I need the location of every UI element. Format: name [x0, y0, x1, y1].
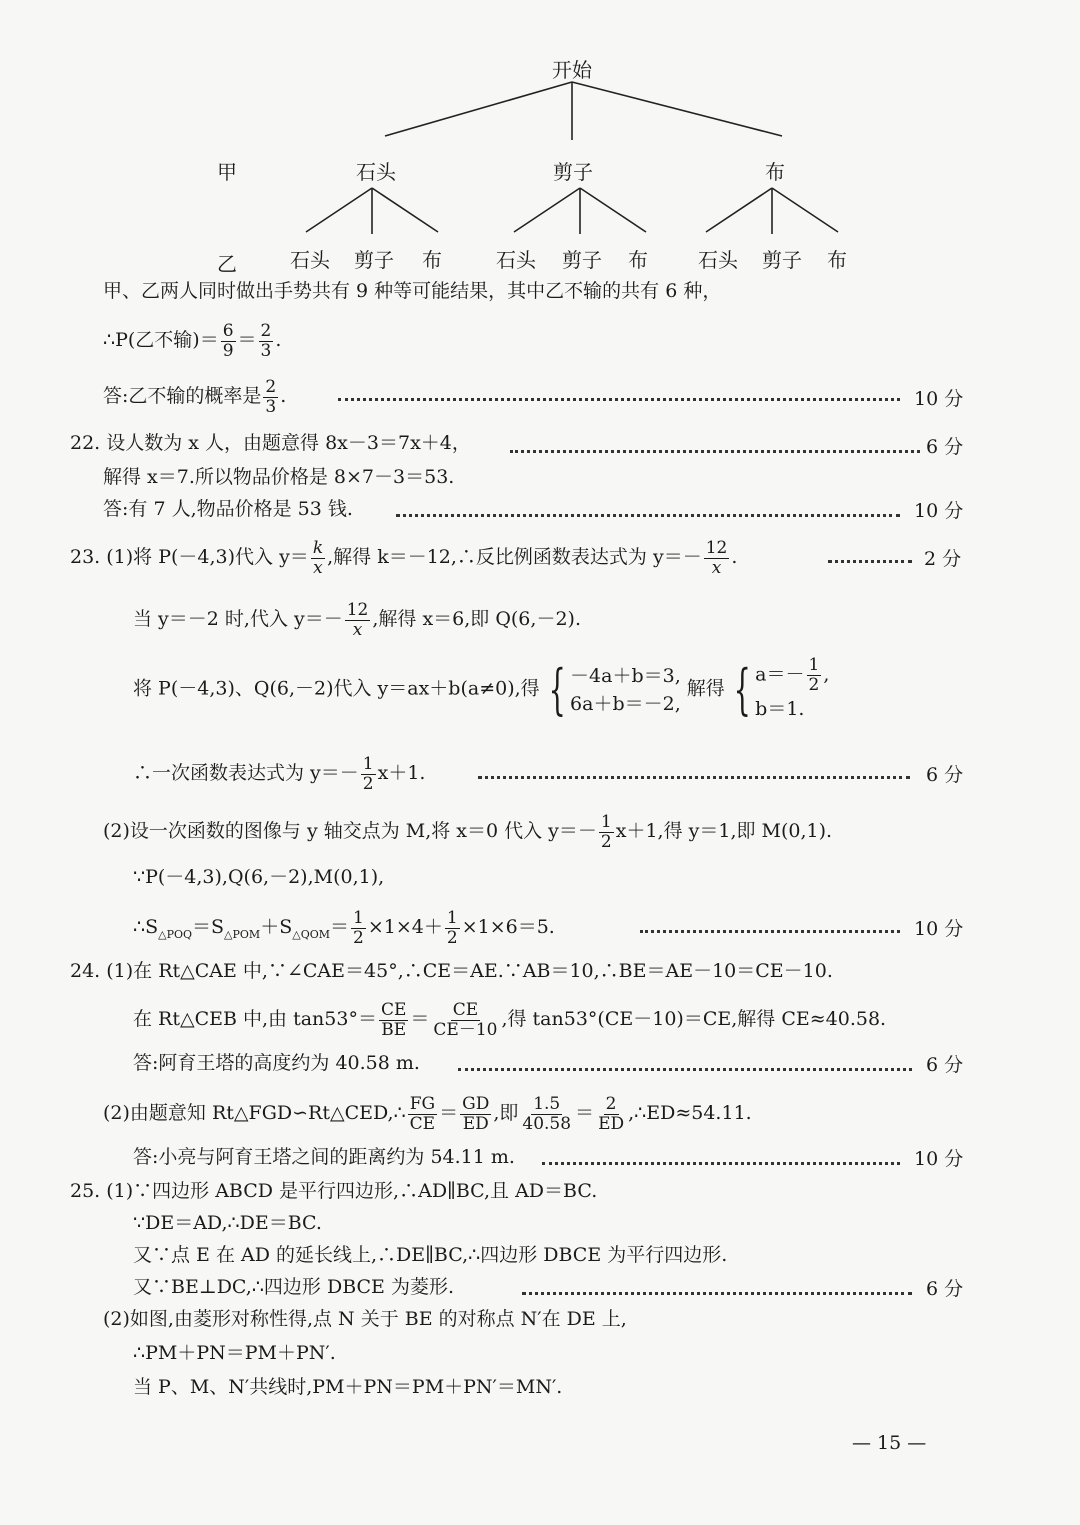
q23-part2: (2)设一次函数的图像与 y 轴交点为 M,将 x＝0 代入 y＝－ $\frac{1}{2}$ x＋1,得 y＝1,即 M(0,1). [103, 811, 833, 852]
tree-leaf: 石头 [290, 248, 330, 272]
leader-dots [522, 1292, 912, 1295]
tree-leaf: 剪子 [354, 248, 394, 272]
q24-answer1: 答:阿育王塔的高度约为 40.58 m. [133, 1052, 420, 1074]
q22-line1: 22. 设人数为 x 人，由题意得 8x－3＝7x＋4， [70, 432, 471, 454]
q25-line6: ∴PM＋PN＝PM＋PN′. [133, 1342, 336, 1364]
leader-dots [478, 776, 910, 779]
leader-dots [640, 930, 900, 933]
q23-line4: ∴一次函数表达式为 y＝－ $\frac{1}{2}$ x＋1. [133, 753, 426, 794]
score: 10 分 [914, 918, 964, 940]
tree-leaf: 石头 [698, 248, 738, 272]
score: 10 分 [914, 1148, 964, 1170]
q25-line3: 又∵点 E 在 AD 的延长线上,∴DE∥BC,∴四边形 DBCE 为平行四边形. [133, 1244, 728, 1266]
leader-dots [828, 560, 912, 563]
score: 6 分 [926, 1054, 964, 1076]
leader-dots [458, 1068, 912, 1071]
tree-player-a-label: 甲 [217, 160, 237, 184]
score: 6 分 [926, 1278, 964, 1300]
score: 10 分 [914, 388, 964, 410]
q23-line2: 当 y＝－2 时,代入 y＝－ $\frac{12}{x}$ ,解得 x＝6,即 Q(6,－2). [133, 599, 581, 640]
tree-player-b-label: 乙 [217, 252, 237, 276]
q25-line2: ∵DE＝AD,∴DE＝BC. [133, 1212, 322, 1234]
score: 6 分 [926, 436, 964, 458]
tree-leaf: 石头 [496, 248, 536, 272]
leader-dots [510, 450, 920, 453]
leader-dots [542, 1162, 900, 1165]
q25-line5: (2)如图,由菱形对称性得,点 N 关于 BE 的对称点 N′在 DE 上, [103, 1308, 627, 1330]
q23-line3: 将 P(－4,3)、Q(6,－2)代入 y＝ax＋b(a≠0),得 { －4a＋b＝3, 6a＋b＝－2, 解得 { a＝－ $\frac{1}{2}$ , b＝1. [133, 655, 830, 721]
q24-part2: (2)由题意知 Rt△FGD∽Rt△CED,∴ $\frac{FG}{CE}$ ＝ $\frac{GD}{ED}$ ,即 $\frac{1.5}{40.58}$ ＝ $\frac{2}{ED}$ ,∴ED≈54.11. [103, 1093, 752, 1134]
tree-branch-rock: 石头 [356, 160, 396, 184]
leader-dots [396, 514, 900, 517]
q23-area: $\therefore S_{\triangle POQ}=S_{\triangle POM}+S_{\triangle QOM}=$ $\frac{1}{2}$ ×1×4＋ $\frac{1}{2}$ ×1×6＝5. [133, 907, 555, 948]
score: 10 分 [914, 500, 964, 522]
tree-branch-scissors: 剪子 [553, 160, 593, 184]
q24-line2: 在 Rt△CEB 中,由 tan53°＝ $\frac{CE}{BE}$ ＝ $\frac{CE}{CE-10}$ ,得 tan53°(CE－10)＝CE,解得 CE≈40.58. [133, 999, 887, 1040]
tree-leaf: 剪子 [762, 248, 802, 272]
q21-line1: 甲、乙两人同时做出手势共有 9 种等可能结果，其中乙不输的共有 6 种， [103, 280, 722, 302]
q25-line4: 又∵BE⊥DC,∴四边形 DBCE 为菱形. [133, 1276, 454, 1298]
tree-leaf: 布 [422, 248, 442, 272]
q22-line2: 解得 x＝7.所以物品价格是 8×7－3＝53. [103, 466, 455, 488]
probability-tree-lines [0, 0, 1080, 280]
tree-leaf: 布 [628, 248, 648, 272]
q25-line1: 25. (1)∵四边形 ABCD 是平行四边形,∴AD∥BC,且 AD＝BC. [70, 1180, 598, 1202]
tree-root: 开始 [552, 58, 592, 82]
q21-probability: ∴P(乙不输)＝ $\frac{6}{9}$ ＝ $\frac{2}{3}$ . [103, 320, 282, 361]
q21-answer: 答:乙不输的概率是 $\frac{2}{3}$ . [103, 376, 287, 417]
q25-line7: 当 P、M、N′共线时,PM＋PN＝PM＋PN′＝MN′. [133, 1376, 563, 1398]
score: 2 分 [924, 548, 962, 570]
tree-leaf: 剪子 [562, 248, 602, 272]
q23-line6: ∵P(－4,3),Q(6,－2),M(0,1), [133, 866, 385, 888]
tree-leaf: 布 [827, 248, 847, 272]
leader-dots [338, 398, 900, 401]
score: 6 分 [926, 764, 964, 786]
page-number: — 15 — [852, 1432, 927, 1454]
q24-line1: 24. (1)在 Rt△CAE 中,∵∠CAE＝45°,∴CE＝AE.∵AB＝10,∴BE＝AE－10＝CE－10. [70, 960, 833, 982]
q24-answer2: 答:小亮与阿育王塔之间的距离约为 54.11 m. [133, 1146, 515, 1168]
q22-line3: 答:有 7 人,物品价格是 53 钱. [103, 498, 353, 520]
tree-branch-cloth: 布 [765, 160, 785, 184]
q23-part1: 23. (1)将 P(－4,3)代入 y＝ $\frac{k}{x}$ ,解得 k＝－12,∴反比例函数表达式为 y＝－ $\frac{12}{x}$ . [70, 537, 738, 578]
